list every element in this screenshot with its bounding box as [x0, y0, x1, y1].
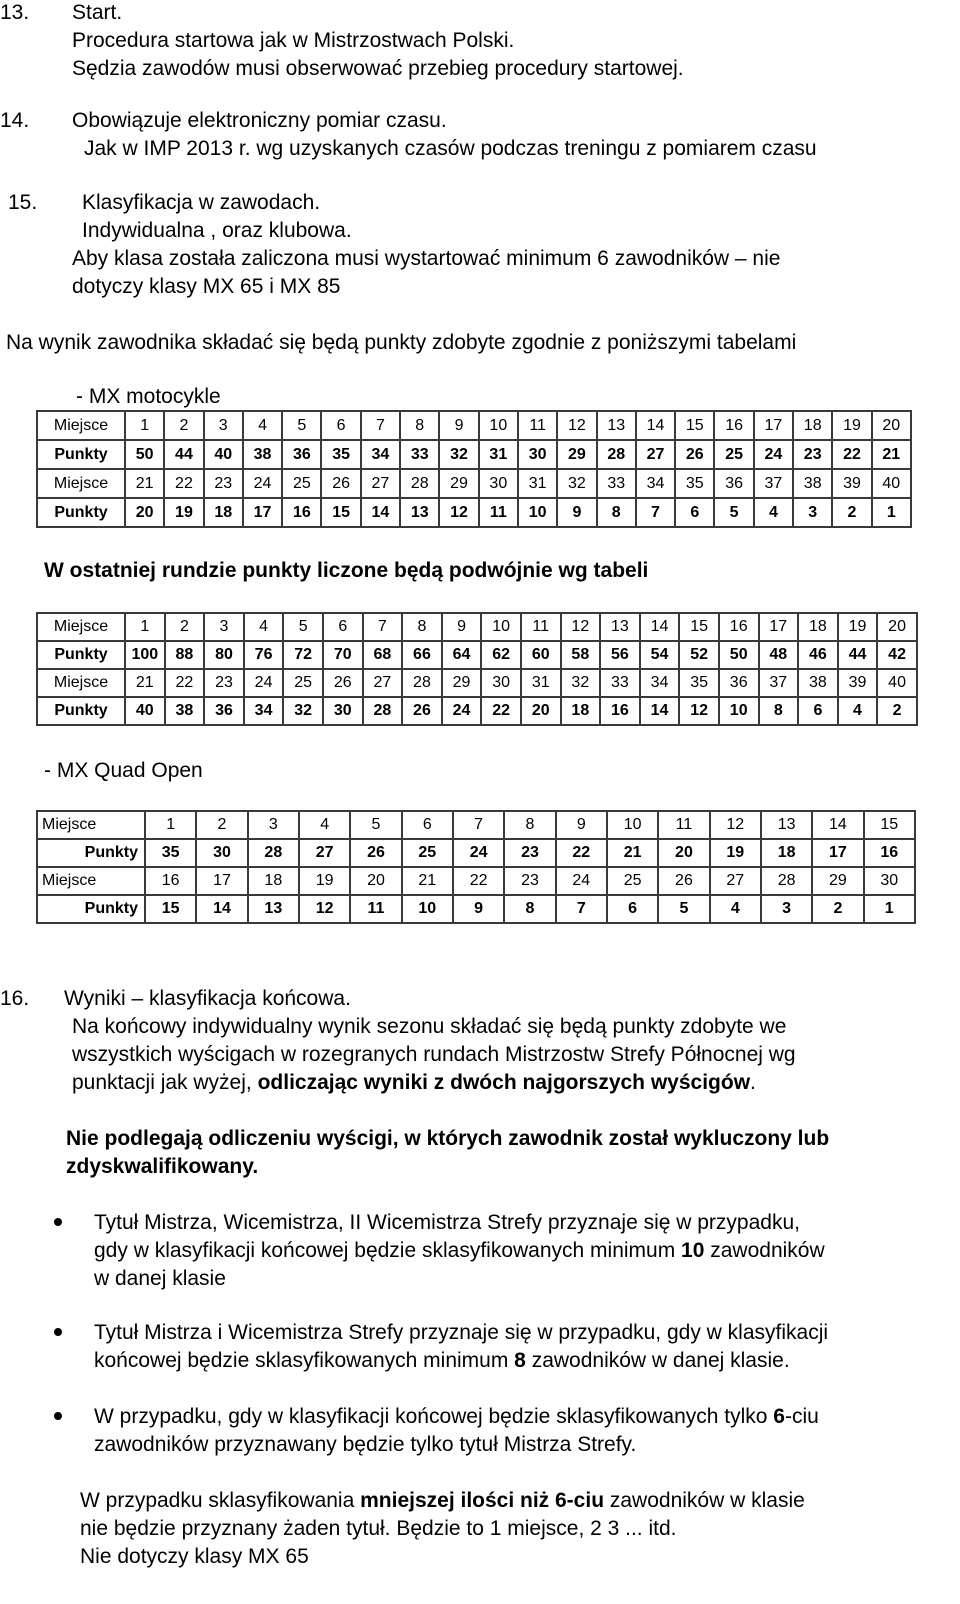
table-cell: 27	[636, 440, 675, 469]
row-label: Punkty	[37, 697, 125, 725]
table-cell: 26	[323, 669, 363, 697]
table-cell: 24	[453, 839, 504, 867]
mx-quad-open-heading: - MX Quad Open	[44, 759, 203, 782]
table-cell: 40	[204, 440, 243, 469]
table-cell: 11	[658, 811, 709, 839]
table-cell: 17	[812, 839, 863, 867]
table-cell: 25	[402, 839, 453, 867]
table-cell: 29	[557, 440, 596, 469]
bullet-1-line-3: w danej klasie	[94, 1267, 226, 1290]
table-cell: 14	[361, 498, 400, 527]
table-cell: 9	[439, 411, 478, 440]
table-cell: 15	[675, 411, 714, 440]
table-cell: 8	[400, 411, 439, 440]
table-cell: 18	[793, 411, 832, 440]
table-cell: 1	[864, 895, 915, 923]
points-row	[37, 839, 915, 867]
para-period: .	[750, 1071, 756, 1094]
table-cell: 28	[761, 867, 812, 895]
table-cell: 4	[299, 811, 350, 839]
bullet-bold-number: 6	[773, 1405, 785, 1428]
table-cell: 9	[453, 895, 504, 923]
table-cell: 6	[402, 811, 453, 839]
bullet-bold-number: 8	[514, 1349, 526, 1372]
table-cell: 26	[350, 839, 401, 867]
table-cell: 3	[204, 613, 244, 641]
points-row	[37, 697, 917, 725]
table-cell: 10	[479, 411, 518, 440]
table-cell: 5	[283, 613, 323, 641]
table-cell: 13	[600, 613, 640, 641]
table-cell: 22	[832, 440, 871, 469]
bullet-1-line-2	[94, 1240, 825, 1261]
row-label: Punkty	[37, 440, 125, 469]
table-cell: 36	[714, 469, 753, 498]
table-cell: 12	[299, 895, 350, 923]
section-16-para-line-3	[72, 1072, 756, 1093]
table-cell: 27	[363, 669, 403, 697]
bullet-dot-icon	[54, 1328, 62, 1336]
bullet-text: zawodników	[704, 1239, 825, 1262]
table-cell: 5	[350, 811, 401, 839]
place-row	[37, 469, 911, 498]
table-cell: 32	[283, 697, 323, 725]
table-cell: 18	[798, 613, 838, 641]
place-row	[37, 613, 917, 641]
table-cell: 14	[636, 411, 675, 440]
para-text: punktacji jak wyżej,	[72, 1071, 258, 1094]
table-cell: 80	[204, 641, 244, 669]
table-cell: 40	[125, 697, 165, 725]
table-cell: 28	[400, 469, 439, 498]
table-cell: 1	[872, 498, 911, 527]
table-cell: 15	[679, 613, 719, 641]
row-label: Miejsce	[37, 469, 125, 498]
table-cell: 18	[561, 697, 601, 725]
table-cell: 8	[504, 811, 555, 839]
table-cell: 9	[557, 498, 596, 527]
table-cell: 100	[125, 641, 165, 669]
table-cell: 19	[832, 411, 871, 440]
table-cell: 22	[164, 469, 203, 498]
bullet-bold-number: 10	[681, 1239, 705, 1262]
place-row	[37, 811, 915, 839]
table-cell: 60	[521, 641, 561, 669]
table-cell: 22	[481, 697, 521, 725]
table-cell: 18	[761, 839, 812, 867]
table-cell: 2	[165, 613, 205, 641]
table-cell: 14	[640, 613, 680, 641]
final-note-line-1	[80, 1490, 805, 1511]
table-cell: 24	[442, 697, 482, 725]
final-text: W przypadku sklasyfikowania	[80, 1489, 361, 1512]
table-cell: 15	[864, 811, 915, 839]
table-cell: 34	[361, 440, 400, 469]
table-cell: 39	[838, 669, 878, 697]
row-label: Punkty	[37, 895, 145, 923]
table-cell: 29	[439, 469, 478, 498]
table-cell: 32	[439, 440, 478, 469]
section-15-line-3: dotyczy klasy MX 65 i MX 85	[72, 275, 341, 298]
table-cell: 16	[714, 411, 753, 440]
table-cell: 40	[877, 669, 917, 697]
bullet-3-line-2: zawodników przyznawany będzie tylko tytuł Mistrza Strefy.	[94, 1433, 637, 1456]
table-cell: 29	[812, 867, 863, 895]
exclusion-note-line-1: Nie podlegają odliczeniu wyścigi, w których zawodnik został wykluczony lub	[66, 1127, 830, 1150]
table-cell: 20	[521, 697, 561, 725]
table-cell: 1	[125, 411, 164, 440]
exclusion-note-line-2: zdyskwalifikowany.	[66, 1155, 259, 1178]
table-cell: 52	[679, 641, 719, 669]
table-cell: 23	[793, 440, 832, 469]
table-cell: 62	[481, 641, 521, 669]
table-cell: 3	[204, 411, 243, 440]
table-cell: 10	[402, 895, 453, 923]
bullet-2-line-2	[94, 1350, 790, 1371]
section-16-title: Wyniki – klasyfikacja końcowa.	[64, 987, 351, 1010]
table-cell: 20	[872, 411, 911, 440]
table-cell: 4	[710, 895, 761, 923]
section-15-title: Klasyfikacja w zawodach.	[82, 191, 321, 214]
table-cell: 28	[248, 839, 299, 867]
table-cell: 3	[793, 498, 832, 527]
section-13-number: 13.	[0, 1, 30, 24]
table-cell: 32	[557, 469, 596, 498]
table-cell: 35	[145, 839, 196, 867]
table-cell: 7	[363, 613, 403, 641]
points-row	[37, 498, 911, 527]
table-cell: 26	[675, 440, 714, 469]
table-cell: 24	[243, 469, 282, 498]
table-cell: 88	[165, 641, 205, 669]
table-cell: 28	[363, 697, 403, 725]
table-cell: 35	[675, 469, 714, 498]
table-cell: 8	[597, 498, 636, 527]
bullet-text: -ciu	[784, 1405, 819, 1428]
points-row	[37, 895, 915, 923]
table-cell: 3	[761, 895, 812, 923]
section-15-number: 15.	[8, 191, 38, 214]
table-cell: 31	[518, 469, 557, 498]
table-cell: 2	[832, 498, 871, 527]
table-cell: 21	[125, 669, 165, 697]
row-label: Punkty	[37, 641, 125, 669]
table-cell: 36	[282, 440, 321, 469]
table-cell: 56	[600, 641, 640, 669]
table-cell: 20	[125, 498, 164, 527]
double-points-heading: W ostatniej rundzie punkty liczone będą podwójnie wg tabeli	[44, 559, 649, 582]
section-16-para-line-2: wszystkich wyścigach w rozegranych rundach Mistrzostw Strefy Północnej wg	[72, 1043, 796, 1066]
table-cell: 2	[196, 811, 247, 839]
section-13-line-2: Sędzia zawodów musi obserwować przebieg procedury startowej.	[72, 57, 684, 80]
table-cell: 4	[243, 411, 282, 440]
table-cell: 25	[607, 867, 658, 895]
table-cell: 7	[361, 411, 400, 440]
table-cell: 5	[282, 411, 321, 440]
table-cell: 46	[798, 641, 838, 669]
table-cell: 27	[361, 469, 400, 498]
table-cell: 16	[600, 697, 640, 725]
table-cell: 33	[400, 440, 439, 469]
table-cell: 5	[658, 895, 709, 923]
table-cell: 37	[754, 469, 793, 498]
final-note-line-3: Nie dotyczy klasy MX 65	[80, 1545, 309, 1568]
table-cell: 70	[323, 641, 363, 669]
table-cell: 13	[400, 498, 439, 527]
table-cell: 1	[125, 613, 165, 641]
table-cell: 11	[350, 895, 401, 923]
table-cell: 30	[518, 440, 557, 469]
row-label: Miejsce	[37, 411, 125, 440]
final-note-line-2: nie będzie przyznany żaden tytuł. Będzie to 1 miejsce, 2 3 ... itd.	[80, 1517, 677, 1540]
table-cell: 50	[719, 641, 759, 669]
row-label: Miejsce	[37, 613, 125, 641]
table-cell: 25	[282, 469, 321, 498]
table-cell: 30	[196, 839, 247, 867]
table-cell: 15	[145, 895, 196, 923]
table-cell: 36	[204, 697, 244, 725]
table-cell: 18	[248, 867, 299, 895]
table-cell: 10	[518, 498, 557, 527]
table-cell: 6	[323, 613, 363, 641]
table-cell: 11	[518, 411, 557, 440]
row-label: Punkty	[37, 498, 125, 527]
table-cell: 40	[872, 469, 911, 498]
table-cell: 23	[204, 669, 244, 697]
table-cell: 20	[658, 839, 709, 867]
section-14-line-1: Obowiązuje elektroniczny pomiar czasu.	[72, 109, 447, 132]
table-cell: 38	[793, 469, 832, 498]
table-cell: 44	[164, 440, 203, 469]
table-cell: 18	[204, 498, 243, 527]
table-cell: 76	[244, 641, 284, 669]
section-13-line-1: Procedura startowa jak w Mistrzostwach Polski.	[72, 29, 515, 52]
table-cell: 1	[145, 811, 196, 839]
table-cell: 24	[754, 440, 793, 469]
table-cell: 16	[145, 867, 196, 895]
row-label: Miejsce	[37, 811, 145, 839]
table-cell: 6	[798, 697, 838, 725]
table-cell: 21	[872, 440, 911, 469]
table-cell: 11	[479, 498, 518, 527]
place-row	[37, 411, 911, 440]
table-cell: 24	[244, 669, 284, 697]
table-cell: 38	[165, 697, 205, 725]
table-cell: 22	[165, 669, 205, 697]
table-cell: 23	[204, 469, 243, 498]
table-cell: 36	[719, 669, 759, 697]
place-row	[37, 867, 915, 895]
table-cell: 16	[864, 839, 915, 867]
table-cell: 34	[244, 697, 284, 725]
table-cell: 8	[504, 895, 555, 923]
table-cell: 29	[442, 669, 482, 697]
table-cell: 39	[832, 469, 871, 498]
table-cell: 6	[675, 498, 714, 527]
table-cell: 30	[481, 669, 521, 697]
table-cell: 21	[607, 839, 658, 867]
table-cell: 16	[282, 498, 321, 527]
table-cell: 34	[640, 669, 680, 697]
final-bold-text: mniejszej ilości niż 6-ciu	[360, 1489, 605, 1512]
table-cell: 20	[350, 867, 401, 895]
final-text: zawodników w klasie	[604, 1489, 805, 1512]
table-cell: 6	[607, 895, 658, 923]
table-cell: 38	[243, 440, 282, 469]
mx-quad-open-table	[36, 810, 916, 924]
table-cell: 66	[402, 641, 442, 669]
table-cell: 7	[453, 811, 504, 839]
table-cell: 26	[402, 697, 442, 725]
table-cell: 23	[504, 867, 555, 895]
bullet-1-line-1: Tytuł Mistrza, Wicemistrza, II Wicemistrza Strefy przyznaje się w przypadku,	[94, 1211, 800, 1234]
table-cell: 5	[714, 498, 753, 527]
table-cell: 22	[453, 867, 504, 895]
table-cell: 30	[323, 697, 363, 725]
row-label: Miejsce	[37, 867, 145, 895]
table-cell: 20	[877, 613, 917, 641]
table-cell: 8	[402, 613, 442, 641]
table-cell: 17	[754, 411, 793, 440]
row-label: Punkty	[37, 839, 145, 867]
table-cell: 54	[640, 641, 680, 669]
section-16-para-line-1: Na końcowy indywidualny wynik sezonu składać się będą punkty zdobyte we	[72, 1015, 787, 1038]
bullet-text: gdy w klasyfikacji końcowej będzie sklasyfikowanych minimum	[94, 1239, 682, 1262]
table-cell: 15	[321, 498, 360, 527]
place-row	[37, 669, 917, 697]
points-row	[37, 440, 911, 469]
table-cell: 27	[299, 839, 350, 867]
table-cell: 7	[636, 498, 675, 527]
bullet-3-line-1	[94, 1406, 819, 1427]
points-row	[37, 641, 917, 669]
bullet-2-line-1: Tytuł Mistrza i Wicemistrza Strefy przyznaje się w przypadku, gdy w klasyfikacji	[94, 1321, 829, 1344]
mx-motocykle-table	[36, 410, 912, 528]
table-cell: 31	[479, 440, 518, 469]
table-cell: 13	[597, 411, 636, 440]
table-cell: 35	[679, 669, 719, 697]
section-16-number: 16.	[0, 987, 30, 1010]
table-cell: 19	[299, 867, 350, 895]
table-cell: 30	[864, 867, 915, 895]
table-cell: 33	[597, 469, 636, 498]
bullet-dot-icon	[54, 1218, 62, 1226]
section-15-line-1: Indywidualna , oraz klubowa.	[82, 219, 352, 242]
bullet-dot-icon	[54, 1412, 62, 1420]
bullet-text: zawodników w danej klasie.	[525, 1349, 790, 1372]
table-cell: 48	[759, 641, 799, 669]
table-cell: 21	[402, 867, 453, 895]
table-cell: 23	[504, 839, 555, 867]
table-cell: 26	[658, 867, 709, 895]
table-cell: 19	[710, 839, 761, 867]
table-cell: 19	[164, 498, 203, 527]
table-cell: 11	[521, 613, 561, 641]
table-cell: 13	[248, 895, 299, 923]
table-cell: 12	[679, 697, 719, 725]
section-14-number: 14.	[0, 109, 30, 132]
table-cell: 14	[196, 895, 247, 923]
table-cell: 32	[561, 669, 601, 697]
table-cell: 28	[402, 669, 442, 697]
table-cell: 22	[556, 839, 607, 867]
table-cell: 8	[759, 697, 799, 725]
table-cell: 4	[838, 697, 878, 725]
table-cell: 4	[244, 613, 284, 641]
table-cell: 13	[761, 811, 812, 839]
table-cell: 50	[125, 440, 164, 469]
table-cell: 64	[442, 641, 482, 669]
table-cell: 7	[556, 895, 607, 923]
table-cell: 38	[798, 669, 838, 697]
table-cell: 10	[607, 811, 658, 839]
table-cell: 58	[561, 641, 601, 669]
table-cell: 25	[283, 669, 323, 697]
table-cell: 17	[196, 867, 247, 895]
table-cell: 30	[479, 469, 518, 498]
table-cell: 25	[714, 440, 753, 469]
table-cell: 16	[719, 613, 759, 641]
section-15-line-2: Aby klasa została zaliczona musi wystartować minimum 6 zawodników – nie	[72, 247, 781, 270]
double-points-table	[36, 612, 918, 726]
table-cell: 14	[812, 811, 863, 839]
table-cell: 10	[719, 697, 759, 725]
table-cell: 72	[283, 641, 323, 669]
table-cell: 2	[812, 895, 863, 923]
bullet-text: W przypadku, gdy w klasyfikacji końcowej będzie sklasyfikowanych tylko	[94, 1405, 774, 1428]
table-cell: 6	[321, 411, 360, 440]
table-cell: 34	[636, 469, 675, 498]
section-13-title: Start.	[72, 1, 123, 24]
table-cell: 27	[710, 867, 761, 895]
row-label: Miejsce	[37, 669, 125, 697]
table-cell: 2	[164, 411, 203, 440]
table-cell: 17	[759, 613, 799, 641]
table-cell: 31	[521, 669, 561, 697]
table-cell: 35	[321, 440, 360, 469]
table-cell: 42	[877, 641, 917, 669]
section-14-line-2: Jak w IMP 2013 r. wg uzyskanych czasów podczas treningu z pomiarem czasu	[84, 137, 817, 160]
table-cell: 17	[243, 498, 282, 527]
table-cell: 10	[481, 613, 521, 641]
table-cell: 28	[597, 440, 636, 469]
table-cell: 2	[877, 697, 917, 725]
mx-motocykle-heading: - MX motocykle	[76, 385, 221, 408]
table-cell: 12	[439, 498, 478, 527]
table-cell: 21	[125, 469, 164, 498]
table-cell: 44	[838, 641, 878, 669]
table-cell: 14	[640, 697, 680, 725]
table-cell: 12	[710, 811, 761, 839]
bullet-text: końcowej będzie sklasyfikowanych minimum	[94, 1349, 515, 1372]
para-bold-text: odliczając wyniki z dwóch najgorszych wyścigów	[257, 1071, 751, 1094]
table-cell: 19	[838, 613, 878, 641]
table-cell: 4	[754, 498, 793, 527]
table-cell: 24	[556, 867, 607, 895]
table-cell: 12	[557, 411, 596, 440]
table-cell: 3	[248, 811, 299, 839]
table-cell: 12	[561, 613, 601, 641]
table-cell: 37	[759, 669, 799, 697]
points-intro: Na wynik zawodnika składać się będą punkty zdobyte zgodnie z poniższymi tabelami	[6, 331, 797, 354]
table-cell: 9	[556, 811, 607, 839]
table-cell: 26	[321, 469, 360, 498]
table-cell: 33	[600, 669, 640, 697]
table-cell: 9	[442, 613, 482, 641]
table-cell: 68	[363, 641, 403, 669]
